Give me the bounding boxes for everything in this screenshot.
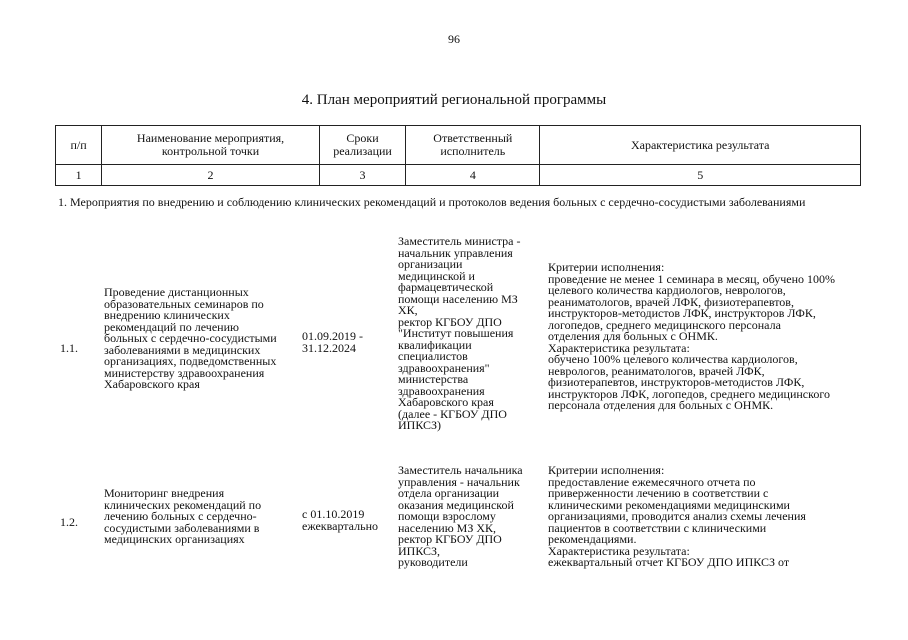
text-line: квалификации	[398, 337, 472, 352]
text-line: логопедов, среднего медицинского персонала	[548, 317, 781, 332]
header-number	[56, 126, 102, 165]
text-line: рекомендаций по лечению	[104, 319, 239, 334]
text-line: начальник управления	[398, 245, 513, 260]
text-line: помощи взрослому	[398, 509, 496, 523]
text-line: Наименование мероприятия,	[136, 131, 285, 145]
header-period	[319, 126, 405, 165]
text-line: ректор КГБОУ ДПО	[398, 314, 502, 329]
header-activity-name	[102, 126, 320, 165]
text-line: Заместитель министра -	[398, 234, 521, 248]
text-line: пациентов в соответствии с клиническими	[548, 520, 767, 535]
responsible-executor	[398, 236, 541, 432]
text-line: клинических рекомендаций по	[104, 497, 262, 512]
text-line: обучено 100% целевого количества кардиологов,	[548, 352, 798, 366]
column-number: 5	[540, 165, 861, 186]
text-line: министерства	[398, 372, 469, 386]
result-description	[548, 465, 860, 569]
column-number: 3	[319, 165, 405, 186]
text-line: целевого количества кардиологов, неврологов,	[548, 283, 786, 297]
plan-table-header	[55, 125, 861, 186]
text-line: (далее - КГБОУ ДПО	[398, 406, 507, 421]
column-number: 2	[102, 165, 320, 186]
text-line: здравоохранения	[398, 383, 485, 398]
text-line: внедрению клинических	[104, 308, 230, 322]
text-line: ИПКСЗ,	[398, 543, 441, 558]
text-line: клиническими рекомендациями медицинскими	[548, 497, 790, 512]
text-line: Хабаровского края	[104, 377, 200, 391]
text-line: Хабаровского края	[398, 395, 494, 409]
text-line: исполнитель	[440, 144, 506, 158]
text-line: приверженности лечению в соответствии с	[548, 486, 769, 500]
text-line: "Институт повышения	[398, 326, 514, 340]
text-line: сосудистыми заболеваниями в	[104, 520, 260, 535]
text-line: п/п	[70, 137, 87, 152]
text-line: контрольной точки	[161, 144, 260, 158]
text-line: Ответственный	[433, 131, 513, 145]
text-line: физиотерапевтов, инструкторов-методистов ЛФК,	[548, 375, 805, 389]
text-line: Мониторинг внедрения	[104, 486, 225, 500]
text-line: Критерии исполнения:	[548, 463, 665, 477]
text-line: оказания медицинской	[398, 497, 514, 512]
responsible-executor	[398, 465, 541, 569]
text-line: Характеристика результата:	[548, 543, 690, 558]
text-line: образовательных семинаров по	[104, 296, 264, 311]
row-number: 1.1.	[60, 341, 78, 355]
text-line: Заместитель начальника	[398, 463, 523, 477]
text-line: Сроки	[346, 131, 379, 145]
subsection-heading: 1. Мероприятия по внедрению и соблюдению клинических рекомендаций и протоколов ведения больных с сердечно-сосудистыми заболеваниями	[58, 195, 806, 209]
header-responsible	[406, 126, 540, 165]
text-line: ежеквартально	[302, 518, 378, 533]
text-line: заболеваниями в медицинских	[104, 342, 261, 357]
text-line: рекомендациями.	[548, 532, 637, 546]
text-line: Критерии исполнения:	[548, 260, 665, 274]
text-line: инструкторов-методистов ЛФК, инструкторов ЛФК,	[548, 306, 816, 320]
row-number: 1.2.	[60, 515, 78, 529]
text-line: организации	[398, 257, 463, 271]
text-line: министерству здравоохранения	[104, 365, 265, 380]
text-line: организациях, подведомственных	[104, 354, 277, 368]
text-line: отдела организации	[398, 486, 500, 500]
column-number: 1	[56, 165, 102, 186]
text-line: организациями, проводится анализ схемы лечения	[548, 509, 806, 523]
table-header-row	[56, 126, 861, 165]
section-title: 4. План мероприятий региональной программы	[301, 92, 607, 108]
text-line: ИПКСЗ)	[398, 418, 442, 432]
text-line: Проведение дистанционных	[104, 285, 249, 299]
text-line: ежеквартальный отчет КГБОУ ДПО ИПКСЗ от	[548, 555, 790, 569]
activity-name	[104, 287, 296, 391]
text-line: помощи населению МЗ	[398, 291, 518, 306]
text-line: инструкторов ЛФК, логопедов, среднего медицинского	[548, 386, 830, 401]
text-line: фармацевтической	[398, 280, 494, 294]
text-line: ректор КГБОУ ДПО	[398, 532, 502, 546]
text-line: лечению больных с сердечно-	[104, 509, 257, 523]
text-line: ХК,	[398, 303, 418, 317]
text-line: предоставление ежемесячного отчета по	[548, 474, 756, 489]
text-line: больных с сердечно-сосудистыми	[104, 331, 277, 345]
activity-period	[302, 509, 392, 532]
text-line: Характеристика результата	[630, 137, 770, 152]
text-line: управления - начальник	[398, 474, 520, 489]
text-line: медицинских организациях	[104, 532, 245, 546]
column-number-row	[56, 165, 861, 186]
text-line: неврологов, реаниматологов, врачей ЛФК,	[548, 363, 765, 378]
activity-period	[302, 331, 392, 354]
text-line: 01.09.2019 -	[302, 329, 363, 343]
text-line: руководители	[398, 555, 468, 569]
text-line: с 01.10.2019	[302, 507, 365, 521]
text-line: проведение не менее 1 семинара в месяц, обучено 100%	[548, 271, 835, 286]
text-line: Характеристика результата:	[548, 340, 690, 355]
page-number: 96	[448, 32, 460, 46]
text-line: населению МЗ ХК,	[398, 520, 497, 535]
text-line: реализации	[333, 144, 392, 158]
text-line: медицинской и	[398, 268, 475, 283]
column-number: 4	[406, 165, 540, 186]
activity-name	[104, 488, 296, 546]
text-line: отделения для больных с ОНМК.	[548, 329, 718, 343]
text-line: специалистов	[398, 349, 468, 363]
text-line: 31.12.2024	[302, 340, 356, 355]
text-line: персонала отделения для больных с ОНМК.	[548, 398, 774, 412]
text-line: реаниматологов, врачей ЛФК, физиотерапевтов,	[548, 294, 794, 309]
result-description	[548, 262, 860, 412]
header-result	[540, 126, 861, 165]
text-line: здравоохранения"	[398, 360, 490, 375]
